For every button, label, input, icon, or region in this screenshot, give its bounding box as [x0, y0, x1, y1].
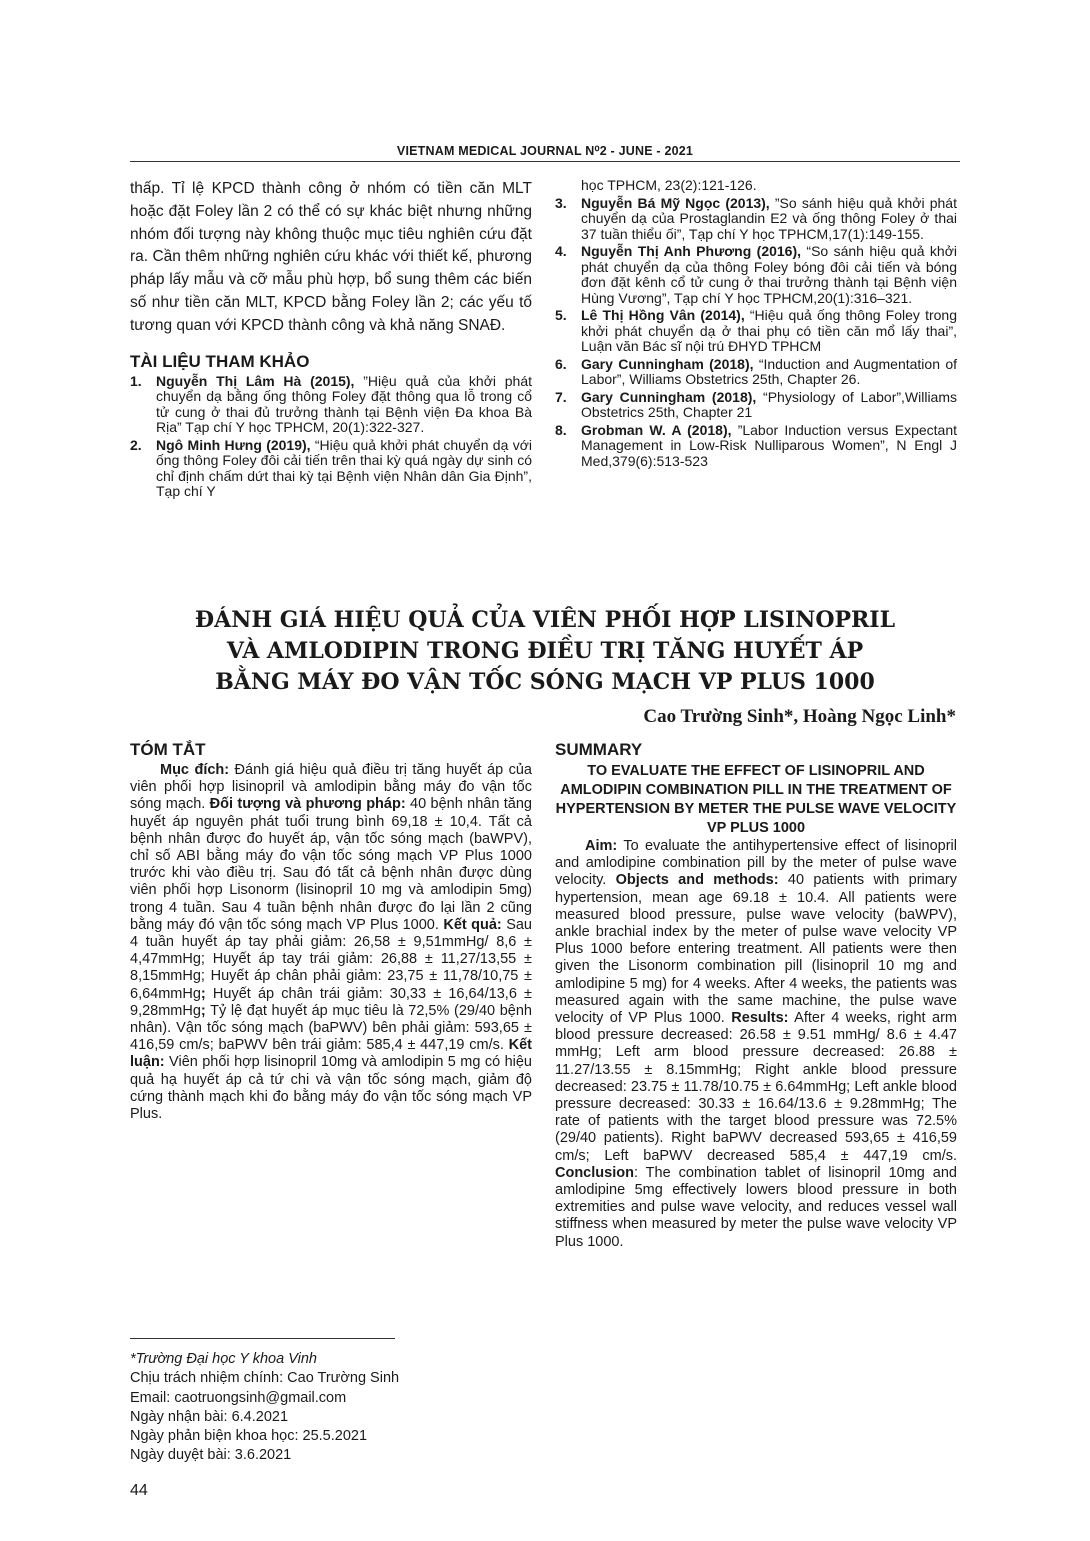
reference-number: 5. — [555, 307, 567, 323]
footnote-approved: Ngày duyệt bài: 3.6.2021 — [130, 1447, 292, 1464]
reference-text: ”Hiệu quả của khởi phát chuyển dạ bằng ống thông Foley đặt thông qua lỗ trong cổ tử cung ở thai đủ trưởng thành tại Bệnh viện Đa khoa Bà Rịa” Tạp chí Y học TPHCM, 20(1):322-327. — [156, 372, 532, 436]
reference-item — [555, 390, 957, 421]
summary-title: TO EVALUATE THE EFFECT OF LISINOPRIL AND AMLODIPIN COMBINATION PILL IN THE TREATMENT OF HYPERTENSION BY METER THE PULSE WAVE VELOCITY VP PLUS 1000 — [555, 763, 957, 836]
article-title-line: BẰNG MÁY ĐO VẬN TỐC SÓNG MẠCH VP PLUS 1000 — [215, 669, 875, 695]
reference-author: Grobman W. A (2018), — [581, 421, 732, 438]
abstract-aim-text: Đánh giá hiệu quả điều trị tăng huyết áp của viên phối hợp lisinopril và amlodipin bằng máy đo vận tốc sóng mạch. — [130, 762, 532, 813]
reference-item — [555, 423, 957, 470]
prev-article-right-column — [555, 178, 957, 471]
reference-text: “Hiệu quả khởi phát chuyển dạ với ống thông Foley đôi cải tiến trên thai kỳ quá ngày dự sinh có chỉ định chấm dứt thai kỳ tại Bệnh viện Nhân dân Gia Định”, Tạp chí Y — [156, 436, 532, 500]
footnote-responsible: Chịu trách nhiệm chính: Cao Trường Sinh — [130, 1370, 400, 1387]
abstract-conclusion-text: Viên phối hợp lisinopril 10mg và amlodipin 5 mg có hiệu quả hạ huyết áp cả tứ chi và vận tốc sóng mạch, giảm độ cứng thành mạch khi đo bằng máy đo vận tốc sóng mạch VP Plus. — [130, 1054, 532, 1123]
reference-text: ”So sánh hiệu quả khởi phát chuyển dạ của Prostaglandin E2 và ống thông Foley ở thai 37 tuần thiểu ối”, Tạp chí Y học TPHCM,17(1):149-155. — [581, 194, 957, 242]
abstract-results-label: Kết quả: — [443, 916, 502, 933]
footnote-received: Ngày nhận bài: 6.4.2021 — [130, 1408, 289, 1425]
reference-author: Nguyễn Bá Mỹ Ngọc (2013), — [581, 194, 770, 211]
article-title-line: ĐÁNH GIÁ HIỆU QUẢ CỦA VIÊN PHỐI HỢP LISINOPRIL — [194, 607, 896, 633]
summary-results-label: Results: — [731, 1010, 789, 1027]
footnote-email: Email: caotruongsinh@gmail.com — [130, 1389, 347, 1406]
abstract-conclusion-label: Kết luận: — [130, 1037, 532, 1071]
summary-conclusion-label: Conclusion — [555, 1164, 634, 1181]
abstract-results-text: Sau 4 tuần huyết áp tay phải giảm: 26,58 ± 9,51mmHg/ 8,6 ± 4,47mmHg; Huyết áp tay trái giảm: 26,88 ± 11,27/13,55 ± 8,15mmHg; Huyết áp chân phải giảm: 23,75 ± 11,78/10,75 ± 6,64mmHg — [130, 916, 533, 1002]
article-title — [130, 605, 960, 698]
summary-aim-text: To evaluate the antihypertensive effect of lisinopril and amlodipine combination pill by the meter of pulse wave velocity. — [555, 838, 957, 889]
summary-conclusion-text: : The combination tablet of lisinopril 10mg and amlodipine 5mg effectively lowers blood pressure in both extremities and pulse wave velocity, and reduces vessel wall stiffness when measured by meter the pulse wave velocity VP Plus 1000. — [555, 1164, 957, 1250]
reference-number: 1. — [130, 372, 142, 389]
reference-text: “Hiệu quả ống thông Foley trong khởi phát chuyển dạ ở thai phụ có tiền căn mổ lấy thai”, Luận văn Bác sĩ nội trú ĐHYD TPHCM — [581, 307, 957, 354]
reference-item — [555, 308, 957, 355]
english-abstract — [555, 740, 957, 1251]
reference-item — [130, 438, 532, 500]
header-rule — [130, 161, 960, 162]
abstract-body — [130, 762, 532, 1123]
reference-number: 4. — [555, 243, 567, 259]
abstract-results-text: Tỷ lệ đạt huyết áp mục tiêu là 72,5% (29/40 bệnh nhân). Vận tốc sóng mạch (baPWV) bên phải giảm: 593,65 ± 416,59 cm/s; baPWV bên trái giảm: 585,4 ± 447,19 cm/s. — [130, 1002, 532, 1054]
reference-author: Nguyễn Thị Lâm Hà (2015), — [156, 372, 355, 389]
reference-continuation: học TPHCM, 23(2):121-126. — [581, 177, 757, 193]
prev-article-left-column — [130, 178, 532, 502]
reference-number: 6. — [555, 355, 567, 372]
abstract-heading: TÓM TẮT — [130, 740, 206, 759]
summary-aim-label: Aim: — [585, 838, 618, 854]
vietnamese-abstract — [130, 740, 532, 1123]
footnote-affiliation: *Trường Đại học Y khoa Vinh — [130, 1351, 317, 1367]
references-list-left — [130, 374, 532, 500]
reference-author: Lê Thị Hồng Vân (2014), — [581, 307, 745, 323]
reference-author: Gary Cunningham (2018), — [581, 388, 757, 405]
references-list-right — [555, 196, 957, 470]
reference-number: 8. — [555, 421, 567, 438]
reference-number: 3. — [555, 194, 567, 211]
footnote-rule — [130, 1338, 395, 1339]
reference-item — [555, 357, 957, 388]
reference-item — [130, 374, 532, 436]
reference-author: Gary Cunningham (2018), — [581, 355, 754, 372]
summary-body — [555, 838, 957, 1251]
summary-heading: SUMMARY — [555, 740, 643, 759]
footnotes — [130, 1350, 532, 1466]
summary-methods-text: 40 patients with primary hypertension, mean age 69.18 ± 10.4. All patients were measured blood pressure, pulse wave velocity (baWPV), ankle brachial index by the meter of pulse wave velocity VP Plus 1000 before entering treatment. All patients were then given the Lisonorm combination pill (lisinopril 10 mg and amlodipine 5 mg) for 4 weeks. After 4 weeks, the patients was measured again with the same machine, the pulse wave velocity of VP Plus 1000. — [555, 872, 957, 1027]
summary-results-text: After 4 weeks, right arm blood pressure decreased: 26.58 ± 9.51 mmHg/ 8.6 ± 4.47 mmHg; Left arm blood pressure decreased: 26.88 ± 11.27/13.55 ± 8.15mmHg; Right ankle blood pressure decreased: 23.75 ± 11.78/10.75 ± 6.64mmHg; Left ankle blood pressure decreased: 30.33 ± 16.64/13.6 ± 9.28mmHg; The rate of patients with the target blood pressure was 72.5% (29/40 patients). Right baPWV decreased 593,65 ± 416,59 cm/s; Left baPWV decreased 585,4 ± 447,19 cm/s. — [555, 1010, 957, 1164]
references-heading: TÀI LIỆU THAM KHẢO — [130, 351, 310, 371]
reference-item — [555, 196, 957, 243]
reference-item — [555, 244, 957, 306]
article-title-line: VÀ AMLODIPIN TRONG ĐIỀU TRỊ TĂNG HUYẾT ÁP — [226, 638, 864, 664]
reference-text: ”Labor Induction versus Expectant Management in Low-Risk Nulliparous Women”, N Engl J Med,379(6):513-523 — [581, 421, 957, 469]
reference-author: Ngô Minh Hưng (2019), — [156, 436, 311, 453]
page-number: 44 — [130, 1482, 148, 1499]
reference-text: “Induction and Augmentation of Labor”, Williams Obstetrics 25th, Chapter 26. — [581, 355, 957, 387]
abstract-semicolon: ; — [200, 985, 206, 1002]
reference-text: “Physiology of Labor”,Williams Obstetrics 25th, Chapter 21 — [581, 388, 958, 420]
running-header: VIETNAM MEDICAL JOURNAL N⁰2 - JUNE - 2021 — [396, 144, 694, 158]
reference-number: 2. — [130, 436, 142, 453]
abstract-methods-text: 40 bệnh nhân tăng huyết áp nguyên phát tuổi trung bình 69,18 ± 10,4. Tất cả bệnh nhân được đo huyết áp, vận tốc sóng mạch (baWPV), chỉ số ABI bằng máy đo vận tốc sóng mạch VP Plus 1000 trước khi vào điều trị. Sau đó tất cả bệnh nhân được dùng viên phối hợp Lisonorm (lisinopril 10 mg và amlodipin 5mg) trong 4 tuần. Sau 4 tuần bệnh nhân được đo lại lần 2 cũng bằng máy đó vận tốc sóng mạch VP Plus 1000. — [130, 796, 532, 933]
reference-number: 7. — [555, 388, 567, 405]
summary-methods-label: Objects and methods: — [615, 872, 779, 889]
prev-article-conclusion: thấp. Tỉ lệ KPCD thành công ở nhóm có tiền căn MLT hoặc đặt Foley lần 2 có thể có sự khác biệt nhưng những nhóm đối tượng này không thuộc mục tiêu nghiên cứu đặt ra. Cần thêm những nghiên cứu khác với thiết kế, phương pháp lấy mẫu và cỡ mẫu phù hợp, bổ sung thêm các biến số như tiền căn MLT, KPCD bằng Foley lần 2; các yếu tố tương quan với KPCD thành công và khả năng SNAĐ. — [130, 180, 532, 334]
abstract-methods-label: Đối tượng và phương pháp: — [209, 796, 406, 813]
article-authors: Cao Trường Sinh*, Hoàng Ngọc Linh* — [643, 706, 956, 727]
reference-author: Nguyễn Thị Anh Phương (2016), — [581, 243, 802, 259]
abstract-results-text: Huyết áp chân trái giảm: 30,33 ± 16,64/13,6 ± 9,28mmHg — [130, 985, 532, 1019]
abstract-semicolon: ; — [200, 1002, 206, 1019]
footnote-reviewed: Ngày phản biện khoa học: 25.5.2021 — [130, 1428, 368, 1445]
reference-text: “So sánh hiệu quả khởi phát chuyển dạ của thông Foley bóng đôi cải tiến và bóng đơn đặt kênh cổ tử cung ở thai trưởng thành tại Bệnh viện Hùng Vương”, Tạp chí Y học TPHCM,20(1):316–321. — [581, 243, 957, 306]
abstract-aim-label: Mục đích: — [160, 762, 230, 778]
